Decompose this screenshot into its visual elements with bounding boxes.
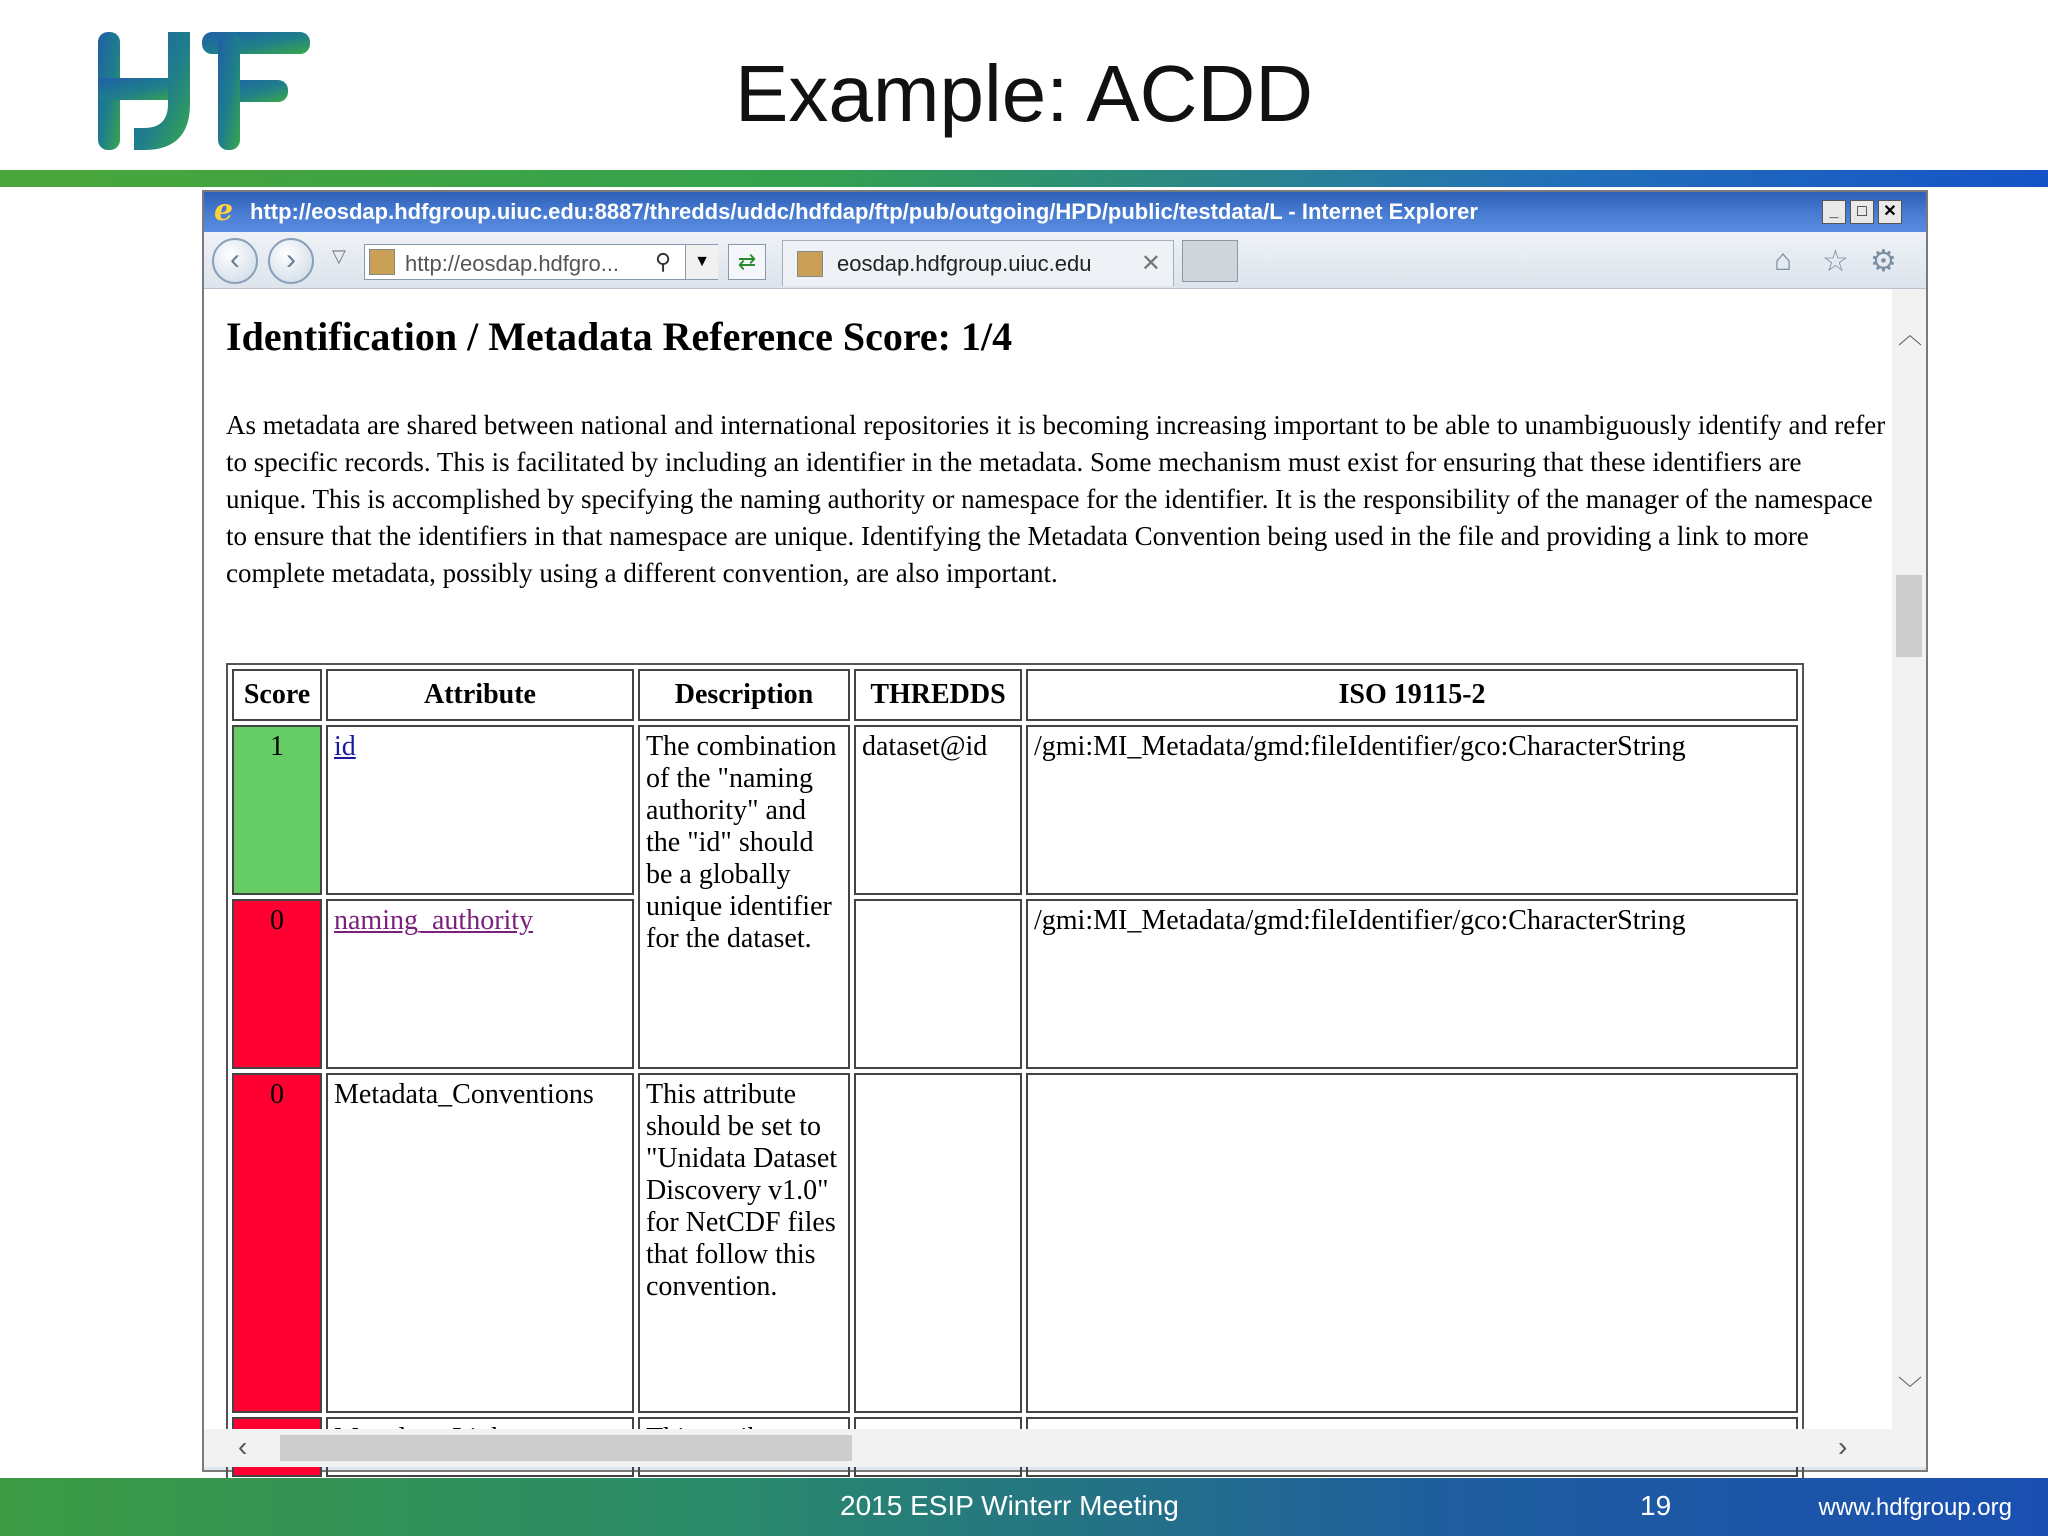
vertical-scrollbar[interactable] bbox=[1892, 289, 1926, 1429]
slide-footer bbox=[0, 1478, 2048, 1536]
horizontal-scrollbar[interactable] bbox=[204, 1429, 1926, 1467]
scroll-left-icon[interactable]: ‹ bbox=[238, 1431, 248, 1462]
address-dropdown-icon[interactable]: ▼ bbox=[685, 245, 718, 279]
score-cell: 1 bbox=[232, 725, 322, 895]
description-cell: The combination of the "naming authority" and the "id" should be a globally unique identifier for the dataset. bbox=[638, 725, 850, 1069]
iso-cell: /gmi:MI_Metadata/gmd:fileIdentifier/gco:CharacterString bbox=[1026, 725, 1798, 895]
attribute-cell: Metadata_Conventions bbox=[326, 1073, 634, 1413]
search-icon[interactable]: ⚲ bbox=[655, 249, 672, 274]
vertical-scroll-thumb[interactable] bbox=[1896, 575, 1922, 657]
attribute-link-id[interactable]: id bbox=[334, 731, 356, 762]
tab-favicon-icon bbox=[797, 251, 823, 277]
title-bar bbox=[204, 192, 1926, 232]
table-row bbox=[232, 899, 1798, 1069]
browser-toolbar bbox=[204, 232, 1926, 289]
col-header-thredds: THREDDS bbox=[854, 669, 1022, 721]
close-window-button[interactable]: ✕ bbox=[1878, 200, 1902, 224]
scroll-right-icon[interactable]: › bbox=[1838, 1431, 1848, 1462]
scroll-down-icon[interactable]: ﹀ bbox=[1898, 1376, 1922, 1403]
tab-label: eosdap.hdfgroup.uiuc.edu bbox=[837, 251, 1092, 276]
col-header-description: Description bbox=[638, 669, 850, 721]
internet-explorer-icon: e bbox=[214, 193, 234, 228]
iso-cell: /gmi:MI_Metadata/gmd:fileIdentifier/gco:CharacterString bbox=[1026, 899, 1798, 1069]
tab-close-icon[interactable]: ✕ bbox=[1140, 250, 1161, 277]
browser-window bbox=[202, 190, 1928, 1472]
footer-meeting: 2015 ESIP Winterr Meeting bbox=[840, 1490, 1179, 1521]
site-favicon-icon bbox=[369, 249, 395, 275]
address-text: http://eosdap.hdfgro... bbox=[405, 251, 620, 276]
top-divider bbox=[0, 170, 2048, 187]
page-content bbox=[204, 289, 1892, 1429]
forward-button[interactable]: › bbox=[268, 238, 314, 284]
table-row bbox=[232, 725, 1798, 895]
back-button[interactable]: ‹ bbox=[212, 238, 258, 284]
thredds-cell: dataset@id bbox=[854, 725, 1022, 895]
iso-cell bbox=[1026, 1073, 1798, 1413]
scroll-up-icon[interactable]: ︿ bbox=[1898, 322, 1922, 349]
attribute-link-naming-authority[interactable]: naming_authority bbox=[334, 905, 534, 936]
window-title: http://eosdap.hdfgroup.uiuc.edu:8887/thredds/uddc/hdfdap/ftp/pub/outgoing/HPD/public/testdata/L - Internet Explorer bbox=[250, 199, 1478, 224]
table-header-row bbox=[232, 669, 1798, 721]
thredds-cell bbox=[854, 1073, 1022, 1413]
horizontal-scroll-thumb[interactable] bbox=[280, 1435, 852, 1461]
footer-page-number: 19 bbox=[1640, 1490, 1672, 1521]
maximize-button[interactable]: □ bbox=[1850, 200, 1874, 224]
favorites-star-icon[interactable]: ☆ bbox=[1822, 245, 1849, 278]
page-heading: Identification / Metadata Reference Score: 1/4 bbox=[226, 314, 1013, 359]
footer-website: www.hdfgroup.org bbox=[1818, 1494, 2012, 1521]
col-header-attribute: Attribute bbox=[326, 669, 634, 721]
intro-paragraph: As metadata are shared between national and international repositories it is becoming increasing important to be able to unambiguously identify and refer to specific records. This is facilitated by including an identifier in the metadata. Some mechanism must exist for ensuring that these identifiers are unique. This is accomplished by specifying the naming authority or namespace for the identifier. It is the responsibility of the manager of the namespace to ensure that the identifiers in that namespace are unique. Identifying the Metadata Convention being used in the file and providing a link to more complete metadata, possibly using a different convention, are also important. bbox=[226, 410, 1886, 588]
browser-tab[interactable] bbox=[782, 240, 1174, 286]
attribute-cell bbox=[326, 899, 634, 1069]
table-row bbox=[232, 1073, 1798, 1413]
col-header-iso: ISO 19115-2 bbox=[1026, 669, 1798, 721]
col-header-score: Score bbox=[232, 669, 322, 721]
attribute-cell bbox=[326, 725, 634, 895]
refresh-compat-icon[interactable]: ⇄ bbox=[728, 244, 766, 280]
thredds-cell bbox=[854, 899, 1022, 1069]
score-cell: 0 bbox=[232, 899, 322, 1069]
history-dropdown-icon[interactable]: ▽ bbox=[332, 246, 346, 266]
home-icon[interactable]: ⌂ bbox=[1774, 244, 1793, 277]
address-bar[interactable] bbox=[364, 244, 718, 280]
description-cell: This attribute should be set to "Unidata Dataset Discovery v1.0" for NetCDF files that follow this convention. bbox=[638, 1073, 850, 1413]
new-tab-button[interactable] bbox=[1182, 240, 1238, 282]
score-cell: 0 bbox=[232, 1073, 322, 1413]
score-table bbox=[226, 663, 1804, 1483]
settings-gear-icon[interactable]: ⚙ bbox=[1870, 245, 1897, 278]
slide-title: Example: ACDD bbox=[735, 49, 1313, 138]
minimize-button[interactable]: _ bbox=[1822, 200, 1846, 224]
